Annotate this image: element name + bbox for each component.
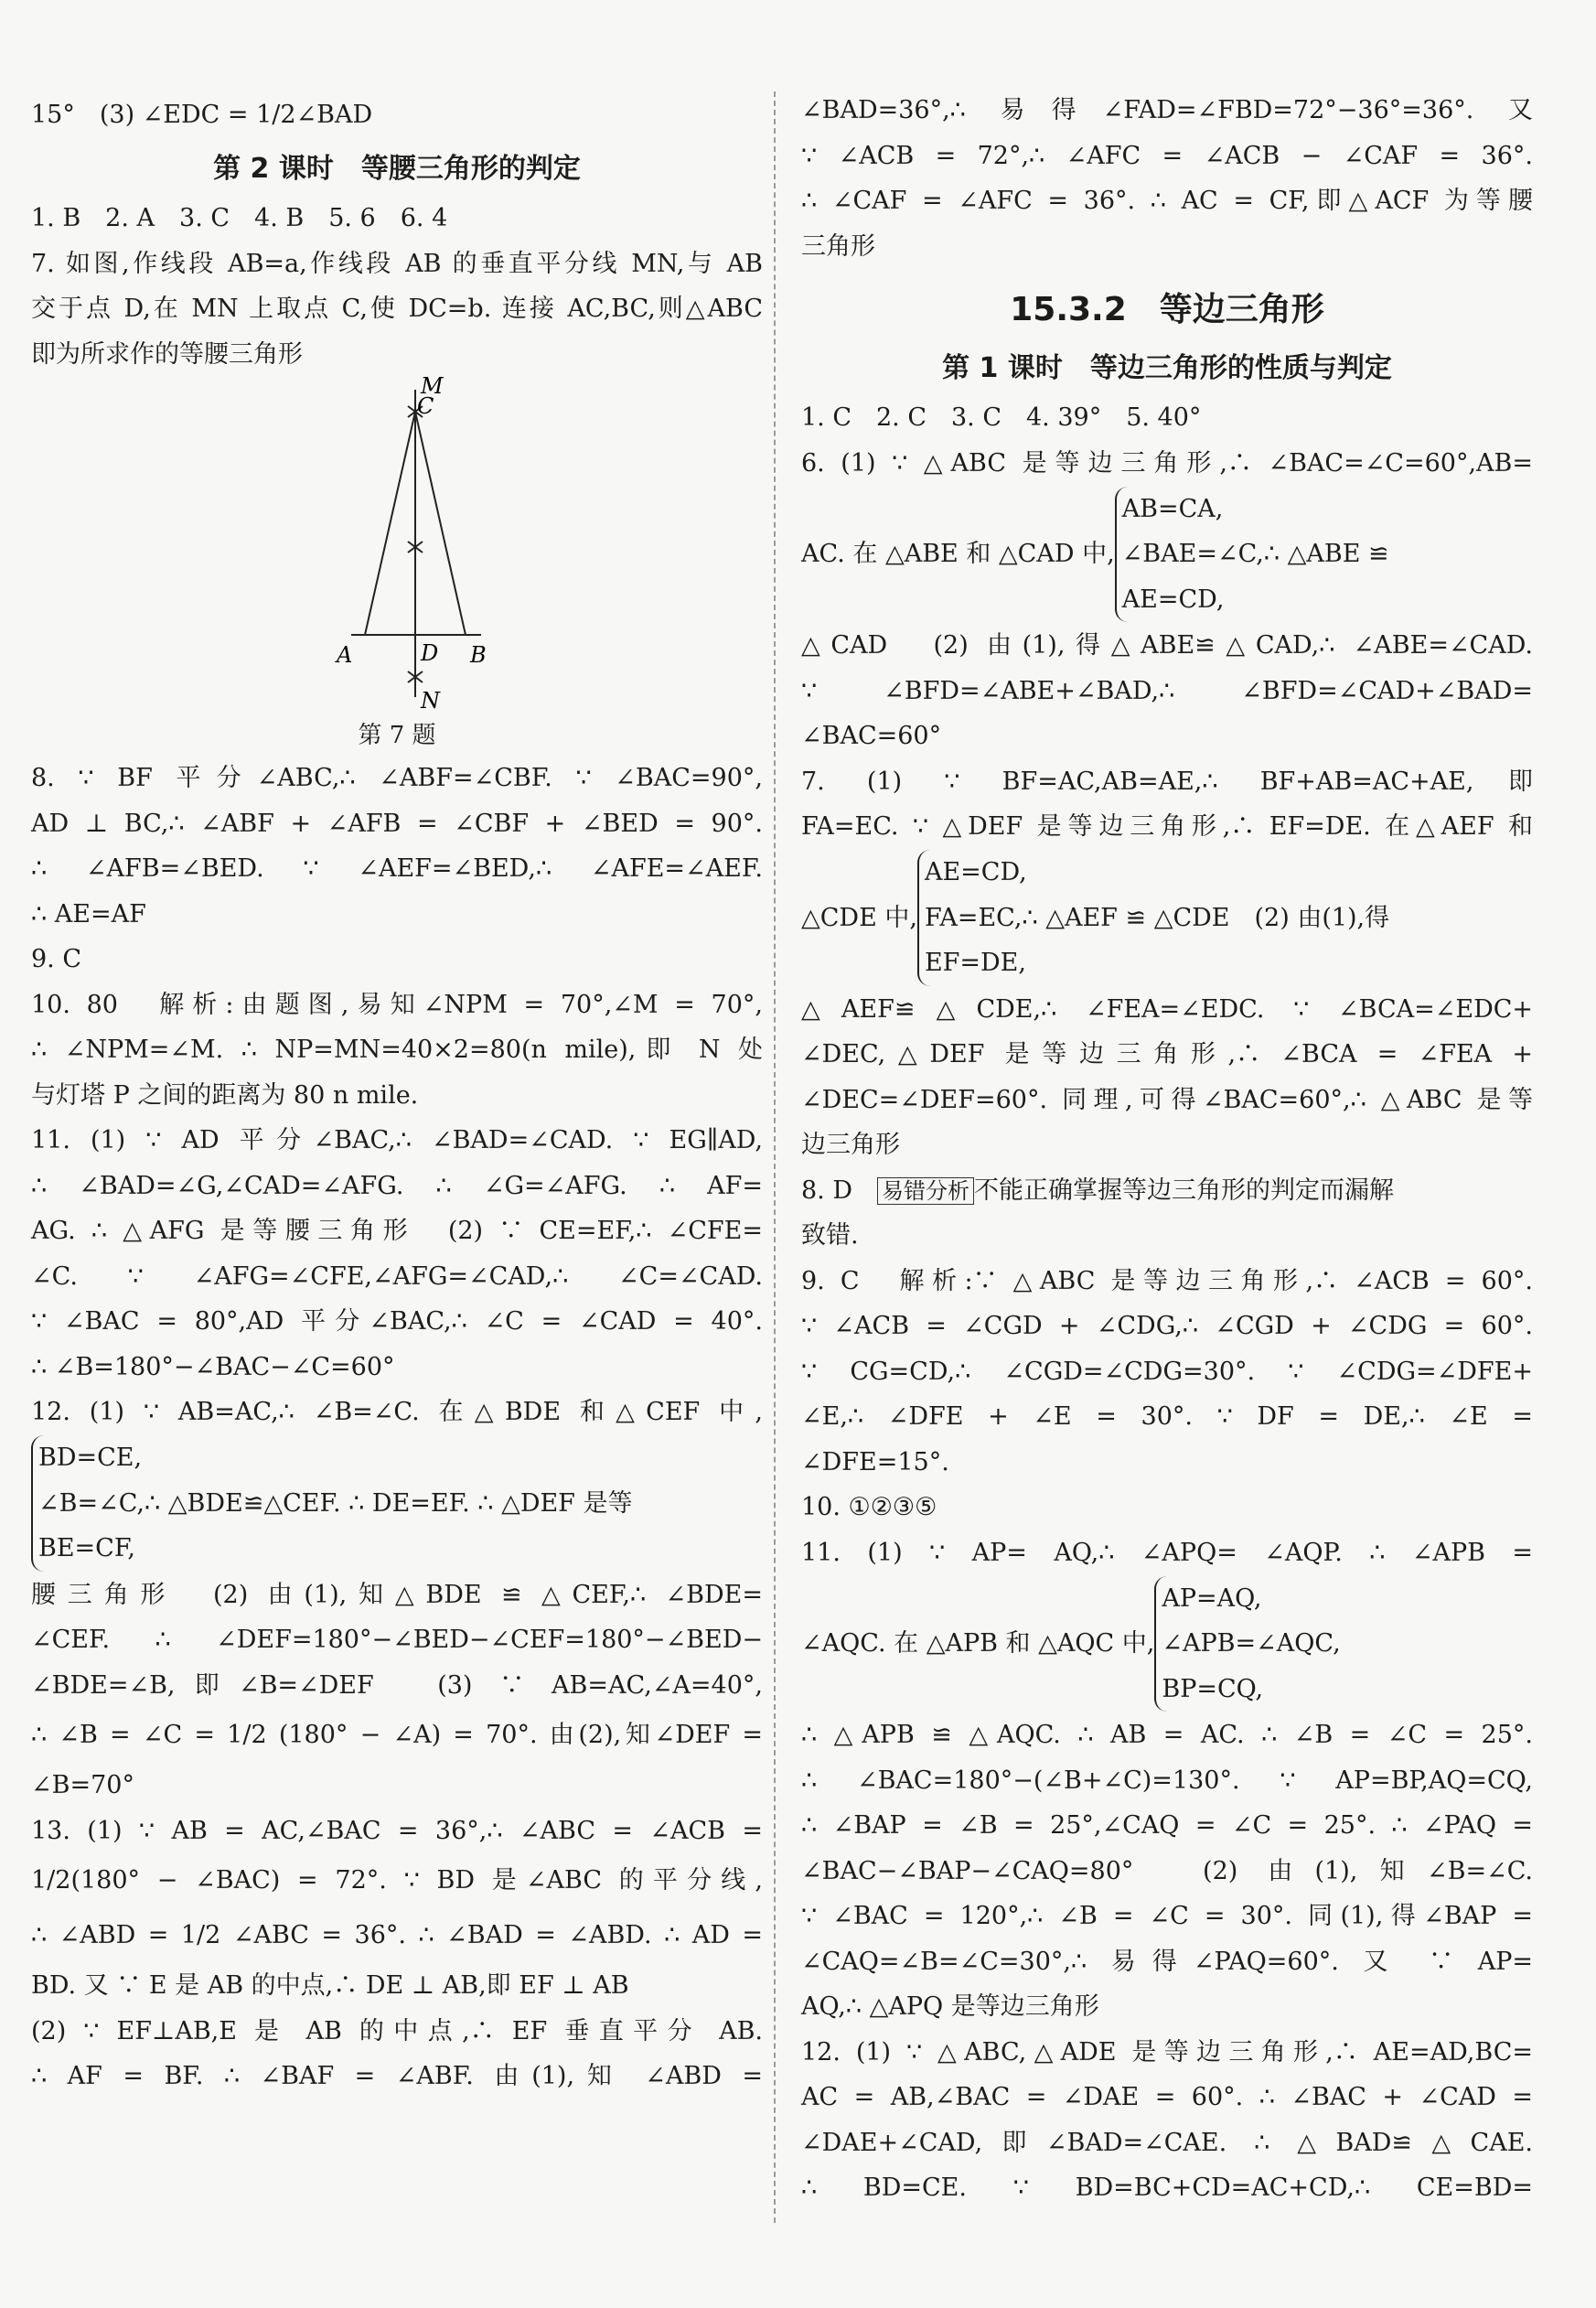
equation-system	[801, 850, 1533, 987]
label-b: B	[470, 642, 487, 668]
answer-line: 12. (1) ∵ △ABC,△ADE 是等边三角形,∴ AE=AD,BC=	[801, 2037, 1533, 2066]
lesson-heading: 第 2 课时 等腰三角形的判定	[213, 153, 581, 185]
answer-line: 7. 如图,作线段 AB=a,作线段 AB 的垂直平分线 MN,与 AB	[31, 249, 763, 278]
triangle-figure	[31, 377, 763, 715]
label-a: A	[337, 642, 353, 668]
answer-line: 11. (1) ∵ AP= AQ,∴ ∠APQ= ∠AQP. ∴ ∠APB =	[801, 1538, 1533, 1567]
answer-line: AQ,∴ △APQ 是等边三角形	[801, 1992, 1099, 2021]
answer-line: ∠DEC=∠DEF=60°. 同理,可得∠BAC=60°,∴ △ABC 是等	[801, 1085, 1533, 1114]
answer-line: ∵ ∠BFD=∠ABE+∠BAD,∴ ∠BFD=∠CAD+∠BAD=	[801, 676, 1533, 705]
label-m: M	[421, 377, 444, 399]
brace-prefix: ∠AQC. 在 △APB 和 △AQC 中,	[801, 1629, 1155, 1659]
answer-line: AG. ∴ △AFG 是等腰三角形 (2) ∵ CE=EF,∴ ∠CFE=	[31, 1217, 763, 1245]
brace-group	[1154, 1576, 1340, 1712]
answer-line: 1. C 2. C 3. C 4. 39° 5. 40°	[801, 403, 1202, 432]
brace-line: BD=CE,	[38, 1444, 143, 1473]
answer-line: ∴ ∠B = ∠C = 1/2 (180° − ∠A) = 70°. 由(2),知∠DEF =	[31, 1721, 763, 1749]
segment-bc	[415, 412, 466, 635]
brace-line: BE=CF,	[38, 1534, 135, 1563]
answer-line: 9. C 解析:∵ △ABC 是等边三角形,∴ ∠ACB = 60°.	[801, 1266, 1533, 1295]
segment-ac	[365, 412, 415, 635]
label-n: N	[421, 688, 440, 714]
answer-line: ∵ ∠BAC = 120°,∴ ∠B = ∠C = 30°. 同(1),得∠BAP =	[801, 1902, 1533, 1930]
answer-line: 6. (1) ∵ △ABC 是等边三角形,∴ ∠BAC=∠C=60°,AB=	[801, 448, 1533, 478]
brace-line: AE=CD,	[1121, 585, 1225, 614]
answer-line: ∠BAC−∠BAP−∠CAQ=80° (2) 由(1),知∠B=∠C.	[801, 1856, 1533, 1885]
answer-line: 13. (1) ∵ AB = AC,∠BAC = 36°,∴ ∠ABC = ∠ACB =	[31, 1816, 763, 1845]
answer-line: △CAD (2) 由(1),得△ABE≌△CAD,∴ ∠ABE=∠CAD.	[801, 631, 1533, 660]
answer-line: 1/2(180° − ∠BAC) = 72°. ∵ BD 是∠ABC 的平分线,	[31, 1866, 763, 1895]
brace-line: ∠B=∠C,∴ △BDE≌△CEF. ∴ DE=EF. ∴ △DEF 是等	[38, 1488, 633, 1518]
answer-line: 9. C	[31, 945, 82, 973]
answer-line: ∠C. ∵ ∠AFG=∠CFE,∠AFG=∠CAD,∴ ∠C=∠CAD.	[31, 1261, 763, 1291]
answer-line: 与灯塔 P 之间的距离为 80 n mile.	[31, 1080, 419, 1110]
answer-line: ∴ ∠BAP = ∠B = 25°,∠CAQ = ∠C = 25°. ∴ ∠PAQ =	[801, 1811, 1533, 1840]
right-column	[801, 88, 1533, 2211]
brace-line: EF=DE,	[924, 949, 1026, 978]
left-column	[31, 88, 763, 2099]
answer-line: 交于点 D,在 MN 上取点 C,使 DC=b. 连接 AC,BC,则△ABC	[31, 295, 763, 323]
answer-line: ∵ ∠ACB = ∠CGD + ∠CDG,∴ ∠CGD + ∠CDG = 60°.	[801, 1312, 1533, 1340]
answer-line: ∠DFE=15°.	[801, 1447, 949, 1476]
answer-line: 12. (1) ∵ AB=AC,∴ ∠B=∠C. 在△BDE 和△CEF 中,	[31, 1398, 763, 1426]
answer-line: ∴ AE=AF	[31, 899, 146, 929]
answer-line: 10. ①②③⑤	[801, 1493, 937, 1521]
answer-prefix: 8. D	[801, 1175, 877, 1205]
answer-line: AC = AB,∠BAC = ∠DAE = 60°. ∴ ∠BAC + ∠CAD =	[801, 2083, 1533, 2111]
answer-line: ∠DAE+∠CAD,即∠BAD=∠CAE. ∴ △BAD≌△CAE.	[801, 2128, 1533, 2157]
answer-line: ∴ ∠B=180°−∠BAC−∠C=60°	[31, 1352, 395, 1381]
brace-line: ∠BAE=∠C,∴ △ABE ≌	[1121, 540, 1389, 569]
answer-line	[801, 1168, 1533, 1214]
answer-line: ∴ ∠BAC=180°−(∠B+∠C)=130°. ∵ AP=BP,AQ=CQ,	[801, 1766, 1533, 1795]
answer-line: ∴ BD=CE. ∵ BD=BC+CD=AC+CD,∴ CE=BD=	[801, 2174, 1533, 2202]
answer-line: 15° (3) ∠EDC = 1/2∠BAD	[31, 101, 373, 129]
answer-line: ∴ ∠BAD=∠G,∠CAD=∠AFG. ∴ ∠G=∠AFG. ∴ AF=	[31, 1171, 763, 1200]
answer-line: ∵ ∠BAC = 80°,AD 平分∠BAC,∴ ∠C = ∠CAD = 40°.	[31, 1307, 763, 1336]
answer-line: ∠E,∴ ∠DFE + ∠E = 30°. ∵ DF = DE,∴ ∠E =	[801, 1402, 1533, 1431]
answer-line: 边三角形	[801, 1131, 900, 1159]
answer-line: AD ⊥ BC,∴ ∠ABF + ∠AFB = ∠CBF + ∠BED = 90°.	[31, 809, 763, 838]
answer-line: 即为所求作的等腰三角形	[31, 339, 303, 369]
answer-line: 腰三角形 (2) 由(1),知△BDE ≌ △CEF,∴ ∠BDE=	[31, 1580, 763, 1609]
brace-prefix: AC. 在 △ABE 和 △CAD 中,	[801, 540, 1115, 569]
label-c: C	[417, 393, 434, 419]
equation-system	[801, 1575, 1533, 1712]
isosceles-triangle-diagram	[305, 377, 488, 715]
label-d: D	[421, 640, 439, 666]
answer-line: ∠B=70°	[31, 1771, 134, 1799]
answer-text: 不能正确掌握等边三角形的判定而漏解	[974, 1175, 1394, 1205]
brace-group	[917, 850, 1389, 986]
brace-line: BP=CQ,	[1162, 1674, 1264, 1703]
answer-line: ∵ CG=CD,∴ ∠CGD=∠CDG=30°. ∵ ∠CDG=∠DFE+	[801, 1357, 1533, 1386]
equation-system	[801, 486, 1533, 623]
answer-line: △AEF≌△CDE,∴ ∠FEA=∠EDC. ∵ ∠BCA=∠EDC+	[801, 994, 1533, 1024]
brace-prefix: △CDE 中,	[801, 903, 917, 932]
answer-line: ∴ △APB ≌ △AQC. ∴ AB = AC. ∴ ∠B = ∠C = 25°.	[801, 1721, 1533, 1749]
answer-line: ∠BAD=36°,∴ 易得∠FAD=∠FBD=72°−36°=36°. 又	[801, 96, 1533, 124]
answer-line: ∴ ∠AFB=∠BED. ∵ ∠AEF=∠BED,∴ ∠AFE=∠AEF.	[31, 854, 763, 883]
brace-line: AE=CD,	[924, 858, 1027, 887]
answer-line: ∴ ∠NPM=∠M. ∴ NP=MN=40×2=80(n mile),即 N 处	[31, 1036, 763, 1064]
answer-line: ∴ ∠ABD = 1/2 ∠ABC = 36°. ∴ ∠BAD = ∠ABD. ∴ AD =	[31, 1921, 763, 1949]
answer-line: 三角形	[801, 231, 875, 261]
answer-line: ∵ ∠ACB = 72°,∴ ∠AFC = ∠ACB − ∠CAF = 36°.	[801, 141, 1533, 170]
equation-system	[31, 1435, 763, 1573]
brace-group	[1115, 487, 1389, 623]
answer-line: ∠CEF. ∴ ∠DEF=180°−∠BED−∠CEF=180°−∠BED−	[31, 1626, 763, 1654]
answer-line: ∠BDE=∠B,即∠B=∠DEF (3) ∵ AB=AC,∠A=40°,	[31, 1670, 763, 1700]
brace-line: AP=AQ,	[1162, 1583, 1262, 1613]
answer-line: ∴ ∠CAF = ∠AFC = 36°. ∴ AC = CF,即△ACF 为等腰	[801, 187, 1533, 215]
answer-line: 11. (1) ∵ AD 平分∠BAC,∴ ∠BAD=∠CAD. ∵ EG∥AD,	[31, 1126, 763, 1154]
brace-line: ∠APB=∠AQC,	[1162, 1629, 1341, 1659]
lesson-heading: 第 1 课时 等边三角形的性质与判定	[942, 352, 1392, 384]
answer-line: 1. B 2. A 3. C 4. B 5. 6 6. 4	[31, 204, 448, 232]
answer-line: BD. 又 ∵ E 是 AB 的中点,∴ DE ⊥ AB,即 EF ⊥ AB	[31, 1971, 629, 2000]
column-divider	[774, 91, 776, 2223]
answer-line: FA=EC. ∵ △DEF 是等边三角形,∴ EF=DE. 在△AEF 和	[801, 812, 1533, 841]
section-title: 15.3.2 等边三角形	[1010, 291, 1324, 328]
answer-line: ∠BAC=60°	[801, 722, 942, 750]
brace-line: FA=EC,∴ △AEF ≌ △CDE (2) 由(1),得	[924, 903, 1390, 932]
answer-line: ∠CAQ=∠B=∠C=30°,∴ 易得∠PAQ=60°. 又 ∵ AP=	[801, 1947, 1533, 1976]
answer-line: ∴ AF = BF. ∴ ∠BAF = ∠ABF. 由(1),知 ∠ABD =	[31, 2062, 763, 2090]
answer-line: 8. ∵ BF 平分∠ABC,∴ ∠ABF=∠CBF. ∵ ∠BAC=90°,	[31, 764, 763, 792]
answer-line: 7. (1) ∵ BF=AC,AB=AE,∴ BF+AB=AC+AE,即	[801, 767, 1533, 796]
answer-line: (2) ∵ EF⊥AB,E 是 AB 的中点,∴ EF 垂直平分 AB.	[31, 2016, 763, 2045]
answer-line: ∠DEC,△DEF 是等边三角形,∴ ∠BCA = ∠FEA +	[801, 1040, 1533, 1068]
answer-line: 致错.	[801, 1221, 859, 1250]
figure-caption: 第 7 题	[358, 722, 436, 749]
brace-group	[31, 1435, 633, 1572]
error-analysis-tag: 易错分析	[877, 1177, 974, 1205]
answer-line: 10. 80 解析:由题图,易知∠NPM = 70°,∠M = 70°,	[31, 990, 763, 1019]
brace-line: AB=CA,	[1121, 494, 1224, 523]
